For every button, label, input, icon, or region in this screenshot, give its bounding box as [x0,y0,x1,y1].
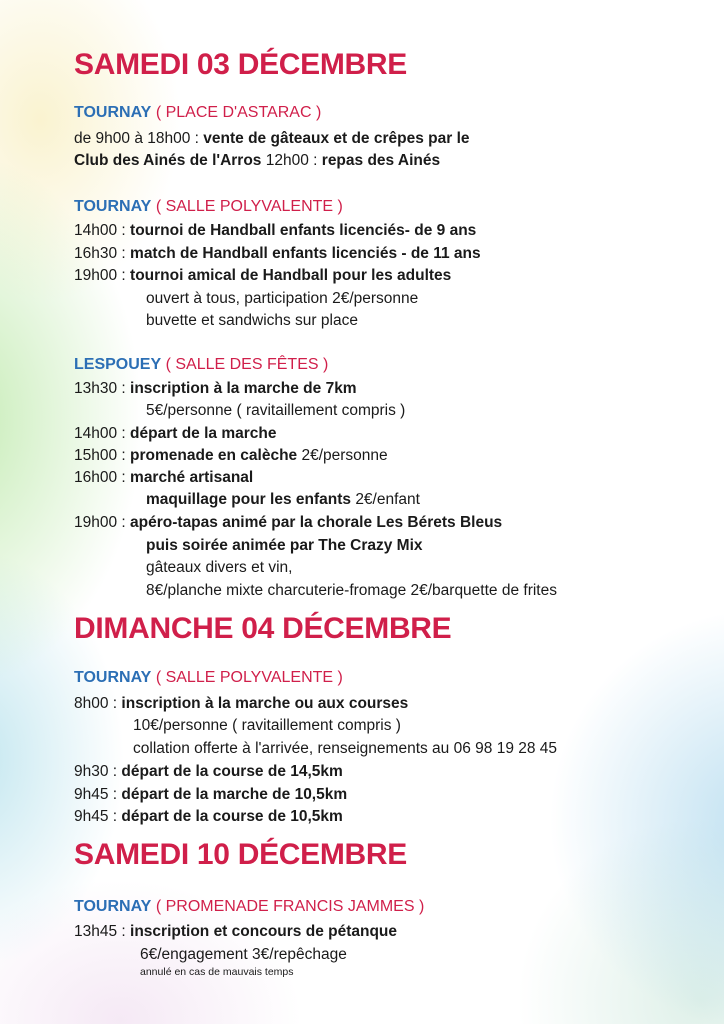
schedule-line [74,694,408,714]
schedule-activity: marché artisanal [130,469,254,486]
schedule-time: 19h00 : [74,514,126,531]
schedule-line [74,424,276,444]
schedule-line [74,221,476,241]
schedule-line [74,379,357,399]
schedule-time: 19h00 : [74,267,126,284]
venue-location: ( SALLE DES FÊTES ) [165,356,329,373]
schedule-activity: match de Handball enfants licenciés - de 11 ans [130,245,481,262]
schedule-line [74,266,451,286]
schedule-price: 2€/enfant [355,491,420,508]
schedule-activity: inscription à la marche ou aux courses [121,695,409,712]
schedule-detail: gâteaux divers et vin, [146,559,293,576]
schedule-detail: ouvert à tous, participation 2€/personne [146,290,419,307]
schedule-line [74,129,470,149]
schedule-detail: 10€/personne ( ravitaillement compris ) [133,717,401,734]
schedule-time: 13h30 : [74,380,126,397]
schedule-line [74,446,388,466]
venue-location: ( SALLE POLYVALENTE ) [155,669,343,686]
venue-location: ( PLACE D'ASTARAC ) [155,104,322,121]
schedule-time: 13h45 : [74,923,126,940]
schedule-note: annulé en cas de mauvais temps [140,966,294,978]
schedule-detail: collation offerte à l'arrivée, renseignements au 06 98 19 28 45 [133,740,558,757]
schedule-time: 9h30 : [74,763,118,780]
schedule-time: 8h00 : [74,695,118,712]
schedule-line [74,513,502,533]
venue-header-place-astarac [74,104,321,122]
schedule-activity: tournoi de Handball enfants licenciés- de 9 ans [130,222,477,239]
schedule-activity: apéro-tapas animé par la chorale Les Bérets Bleus [130,514,503,531]
venue-town: TOURNAY [74,669,152,686]
schedule-activity: maquillage pour les enfants [146,491,351,508]
venue-header-lespouey [74,356,328,374]
schedule-price: 2€/personne [301,447,388,464]
schedule-detail [146,490,420,510]
schedule-activity: inscription et concours de pétanque [130,923,398,940]
schedule-line [74,468,253,488]
schedule-activity: Club des Ainés de l'Arros [74,152,262,169]
schedule-detail: buvette et sandwichs sur place [146,312,358,329]
venue-location: ( SALLE POLYVALENTE ) [155,198,343,215]
venue-header-salle-polyvalente [74,669,343,687]
schedule-time: 14h00 : [74,222,126,239]
schedule-activity: tournoi amical de Handball pour les adultes [130,267,452,284]
schedule-activity: départ de la course de 14,5km [121,763,343,780]
schedule-time: 16h00 : [74,469,126,486]
schedule-activity: départ de la marche [130,425,277,442]
schedule-line [74,785,347,805]
schedule-activity: promenade en calèche [130,447,298,464]
schedule-time: 12h00 : [265,152,318,169]
venue-town: TOURNAY [74,898,152,915]
venue-header-promenade-francis-jammes [74,898,424,916]
schedule-line [74,807,343,827]
schedule-detail: 6€/engagement 3€/repêchage [140,946,347,963]
schedule-time: 14h00 : [74,425,126,442]
schedule-line [74,244,481,264]
schedule-line [74,922,397,942]
schedule-detail: 5€/personne ( ravitaillement compris ) [146,402,406,419]
venue-town: TOURNAY [74,104,152,121]
schedule-activity: départ de la course de 10,5km [121,808,343,825]
schedule-activity: vente de gâteaux et de crêpes par le [203,130,470,147]
schedule-time: 9h45 : [74,808,118,825]
schedule-activity: départ de la marche de 10,5km [121,786,348,803]
schedule-detail: 8€/planche mixte charcuterie-fromage 2€/barquette de frites [146,582,557,599]
schedule-line [74,762,343,782]
day-title-sat-03: SAMEDI 03 DÉCEMBRE [74,48,407,81]
schedule-time: 15h00 : [74,447,126,464]
schedule-time: de 9h00 à 18h00 : [74,130,199,147]
venue-location: ( PROMENADE FRANCIS JAMMES ) [155,898,425,915]
schedule-line [74,151,440,171]
venue-town: LESPOUEY [74,356,162,373]
schedule-activity: inscription à la marche de 7km [130,380,357,397]
schedule-detail: puis soirée animée par The Crazy Mix [146,537,423,554]
day-title-sun-04: DIMANCHE 04 DÉCEMBRE [74,612,452,645]
schedule-time: 16h30 : [74,245,126,262]
schedule-time: 9h45 : [74,786,118,803]
schedule-activity: repas des Ainés [321,152,441,169]
venue-header-salle-polyvalente [74,198,343,216]
day-title-sat-10: SAMEDI 10 DÉCEMBRE [74,838,407,871]
venue-town: TOURNAY [74,198,152,215]
